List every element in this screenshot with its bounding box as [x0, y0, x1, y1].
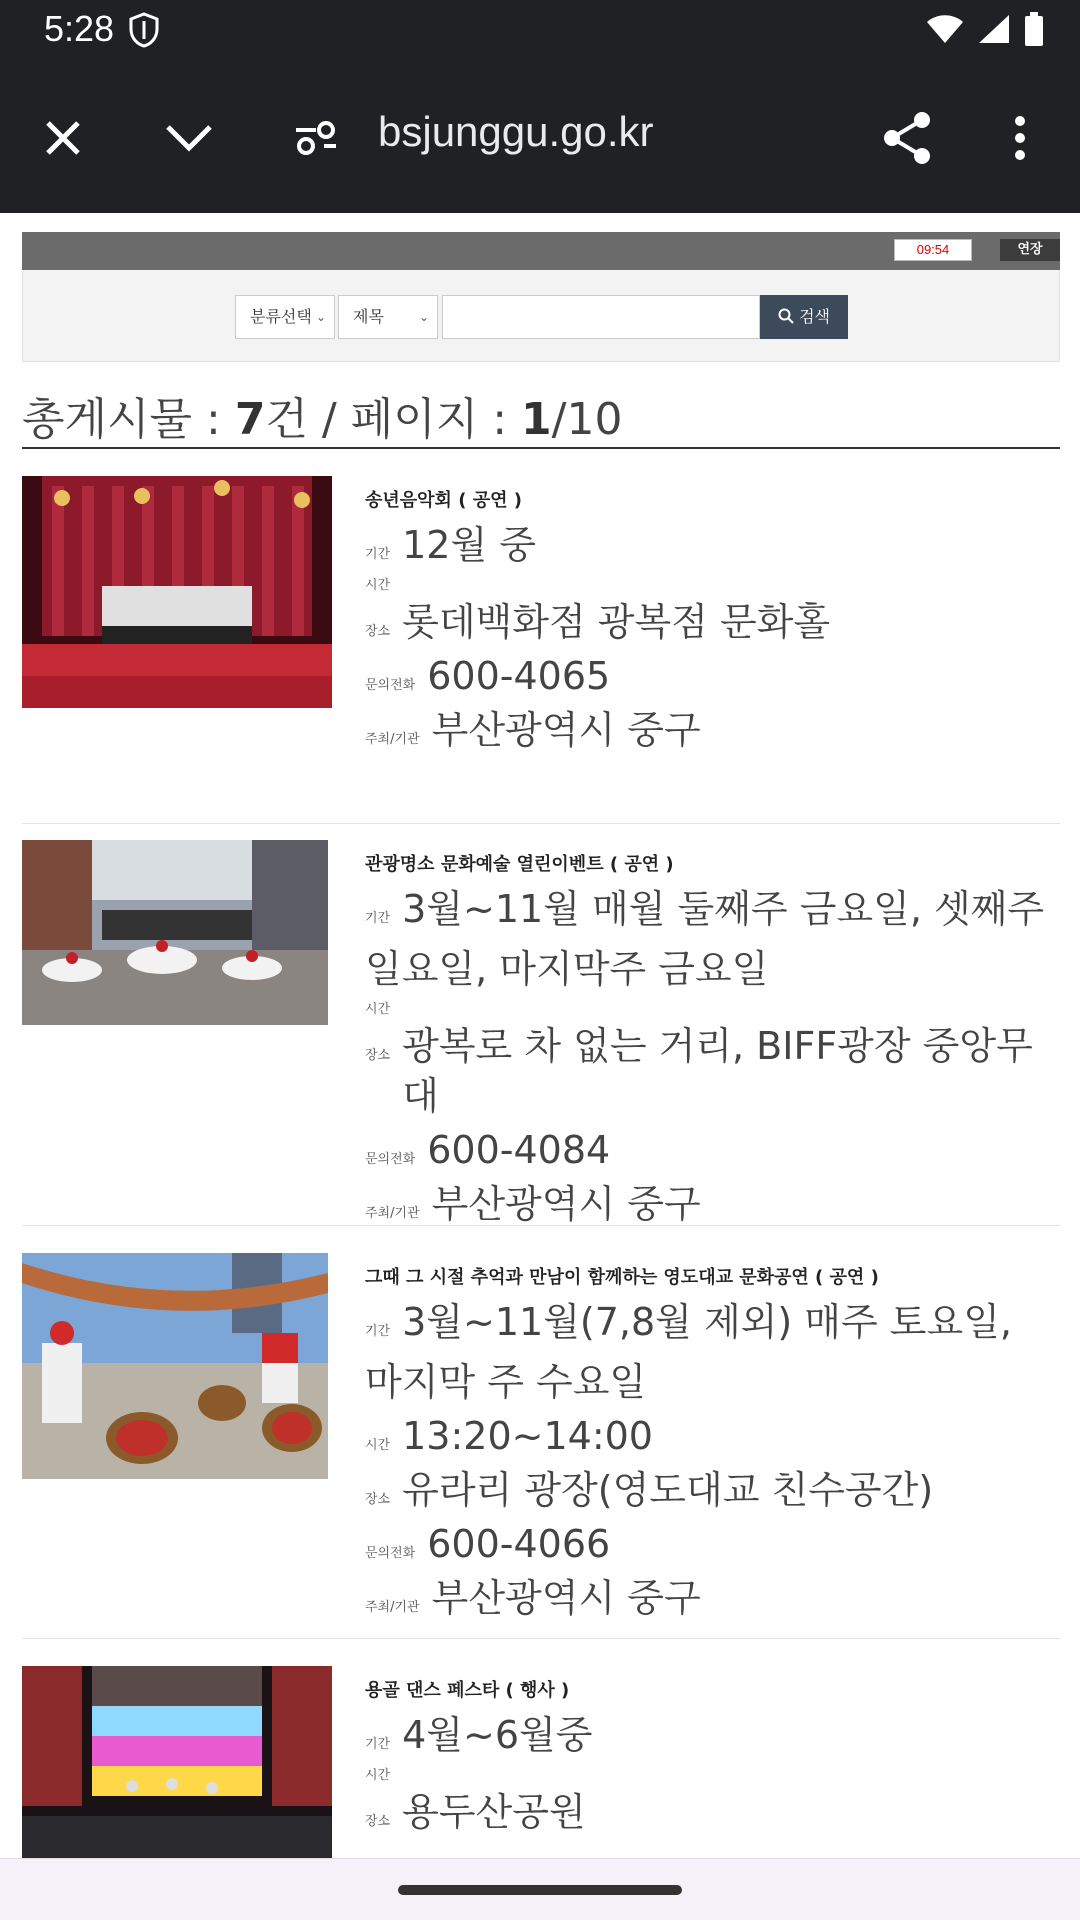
place-label: 장소: [365, 1048, 391, 1063]
search-input[interactable]: [442, 295, 760, 339]
event-period-wrap: [365, 884, 1055, 994]
session-timer: 09:54: [894, 239, 972, 261]
event-period-row: [365, 1710, 1055, 1760]
field-select[interactable]: [338, 295, 438, 339]
event-phone-row: [365, 651, 1055, 701]
event-place-row: [365, 597, 1055, 647]
event-info: [365, 476, 1055, 755]
wifi-icon: [926, 14, 964, 44]
total-count: 7: [234, 394, 266, 445]
time-label: 시간: [365, 1002, 391, 1017]
site-settings-icon[interactable]: [286, 108, 346, 168]
status-time: 5:28: [44, 8, 115, 49]
event-phone-row: [365, 1125, 1055, 1175]
event-time-row: [365, 574, 1055, 593]
event-phone: 600-4065: [427, 654, 611, 698]
time-label: 시간: [365, 1438, 391, 1453]
event-host: 부산광역시 중구: [431, 708, 701, 752]
period-label: 기간: [365, 1737, 391, 1752]
event-place: 유라리 광장(영도대교 친수공간): [402, 1468, 934, 1512]
event-period-row: [365, 884, 1055, 994]
total-pages: /10: [551, 394, 623, 445]
phone-label: 문의전화: [365, 1152, 416, 1167]
category-select-value: 분류선택: [250, 307, 312, 326]
more-options-icon[interactable]: [990, 108, 1050, 168]
host-label: 주최/기관: [365, 1600, 420, 1615]
event-host-row: [365, 1179, 1055, 1229]
url-bar[interactable]: bsjunggu.go.kr: [378, 108, 654, 155]
event-item[interactable]: [22, 1666, 1060, 1858]
web-content: [0, 213, 1080, 1858]
event-title[interactable]: 송년음악회 ( 공연 ): [365, 490, 522, 511]
search-icon: [778, 308, 794, 324]
host-label: 주최/기관: [365, 732, 420, 747]
event-time-row: [365, 998, 1055, 1017]
event-title[interactable]: 관광명소 문화예술 열린이벤트 ( 공연 ): [365, 854, 674, 875]
event-info: [365, 1253, 1055, 1623]
place-label: 장소: [365, 1814, 391, 1829]
event-period-wrap: [365, 1297, 1055, 1407]
event-place: 광복로 차 없는 거리, BIFF광장 중앙무대: [402, 1024, 1033, 1118]
event-period-row: [365, 1297, 1055, 1407]
browser-toolbar: [0, 60, 1080, 213]
event-period: 3월~11월(7,8월 제외) 매주 토요일, 마지막 주 수요일: [365, 1300, 1012, 1404]
event-host-row: [365, 705, 1055, 755]
chevron-down-icon[interactable]: [159, 108, 219, 168]
period-label: 기간: [365, 911, 391, 926]
status-icons: [926, 12, 1044, 46]
event-place-row: [365, 1021, 1055, 1121]
event-info: [365, 840, 1055, 1229]
event-item[interactable]: [22, 476, 1060, 824]
event-title[interactable]: 그때 그 시절 추억과 만남이 함께하는 영도대교 문화공연 ( 공연 ): [365, 1267, 879, 1288]
event-time: 13:20~14:00: [402, 1414, 653, 1458]
category-select[interactable]: [235, 295, 335, 339]
event-period: 4월~6월중: [402, 1713, 593, 1757]
event-phone: 600-4084: [427, 1128, 611, 1172]
summary-prefix: 총게시물 :: [22, 394, 235, 445]
status-bar: [0, 0, 1080, 60]
period-label: 기간: [365, 547, 391, 562]
event-phone: 600-4066: [427, 1522, 611, 1566]
event-period-row: [365, 520, 1055, 570]
host-label: 주최/기관: [365, 1206, 420, 1221]
search-button-label: 검색: [799, 307, 830, 326]
event-time-row: [365, 1764, 1055, 1783]
battery-icon: [1024, 12, 1044, 46]
home-handle[interactable]: [398, 1885, 682, 1895]
time-label: 시간: [365, 578, 391, 593]
event-item[interactable]: [22, 840, 1060, 1226]
place-label: 장소: [365, 1492, 391, 1507]
chevron-down-icon: ⌄: [418, 310, 429, 324]
time-label: 시간: [365, 1768, 391, 1783]
event-place-row: [365, 1787, 1055, 1837]
place-label: 장소: [365, 624, 391, 639]
event-period: 12월 중: [402, 523, 536, 567]
event-info: [365, 1666, 1055, 1837]
period-label: 기간: [365, 1324, 391, 1339]
event-host-row: [365, 1573, 1055, 1623]
event-title[interactable]: 용골 댄스 페스타 ( 행사 ): [365, 1680, 570, 1701]
event-thumbnail[interactable]: [22, 1253, 328, 1479]
shield-icon: [128, 12, 160, 52]
event-phone-row: [365, 1519, 1055, 1569]
phone-label: 문의전화: [365, 1546, 416, 1561]
event-thumbnail[interactable]: [22, 476, 332, 708]
event-place-row: [365, 1465, 1055, 1515]
event-item[interactable]: [22, 1253, 1060, 1639]
search-box: [22, 270, 1060, 362]
phone-label: 문의전화: [365, 678, 416, 693]
event-thumbnail[interactable]: [22, 840, 328, 1025]
event-period: 3월~11월 매월 둘째주 금요일, 셋째주 일요일, 마지막주 금요일: [365, 887, 1045, 991]
event-host: 부산광역시 중구: [431, 1576, 701, 1620]
chevron-down-icon: ⌄: [315, 310, 326, 324]
signal-icon: [978, 14, 1010, 44]
gesture-nav-bar: [0, 1858, 1080, 1920]
summary-count-unit: 건 / 페이지 :: [265, 394, 522, 445]
close-icon[interactable]: [33, 108, 93, 168]
event-time-row: [365, 1411, 1055, 1461]
event-thumbnail[interactable]: [22, 1666, 332, 1858]
event-place: 용두산공원: [402, 1790, 586, 1834]
share-icon[interactable]: [877, 108, 937, 168]
field-select-value: 제목: [353, 307, 384, 326]
extend-button[interactable]: 연장: [1000, 239, 1060, 261]
search-button[interactable]: [760, 295, 848, 339]
session-timer-bar: [22, 232, 1060, 270]
current-page: 1: [521, 394, 552, 445]
result-summary: [22, 383, 1060, 449]
event-host: 부산광역시 중구: [431, 1182, 701, 1226]
event-place: 롯데백화점 광복점 문화홀: [402, 600, 831, 644]
